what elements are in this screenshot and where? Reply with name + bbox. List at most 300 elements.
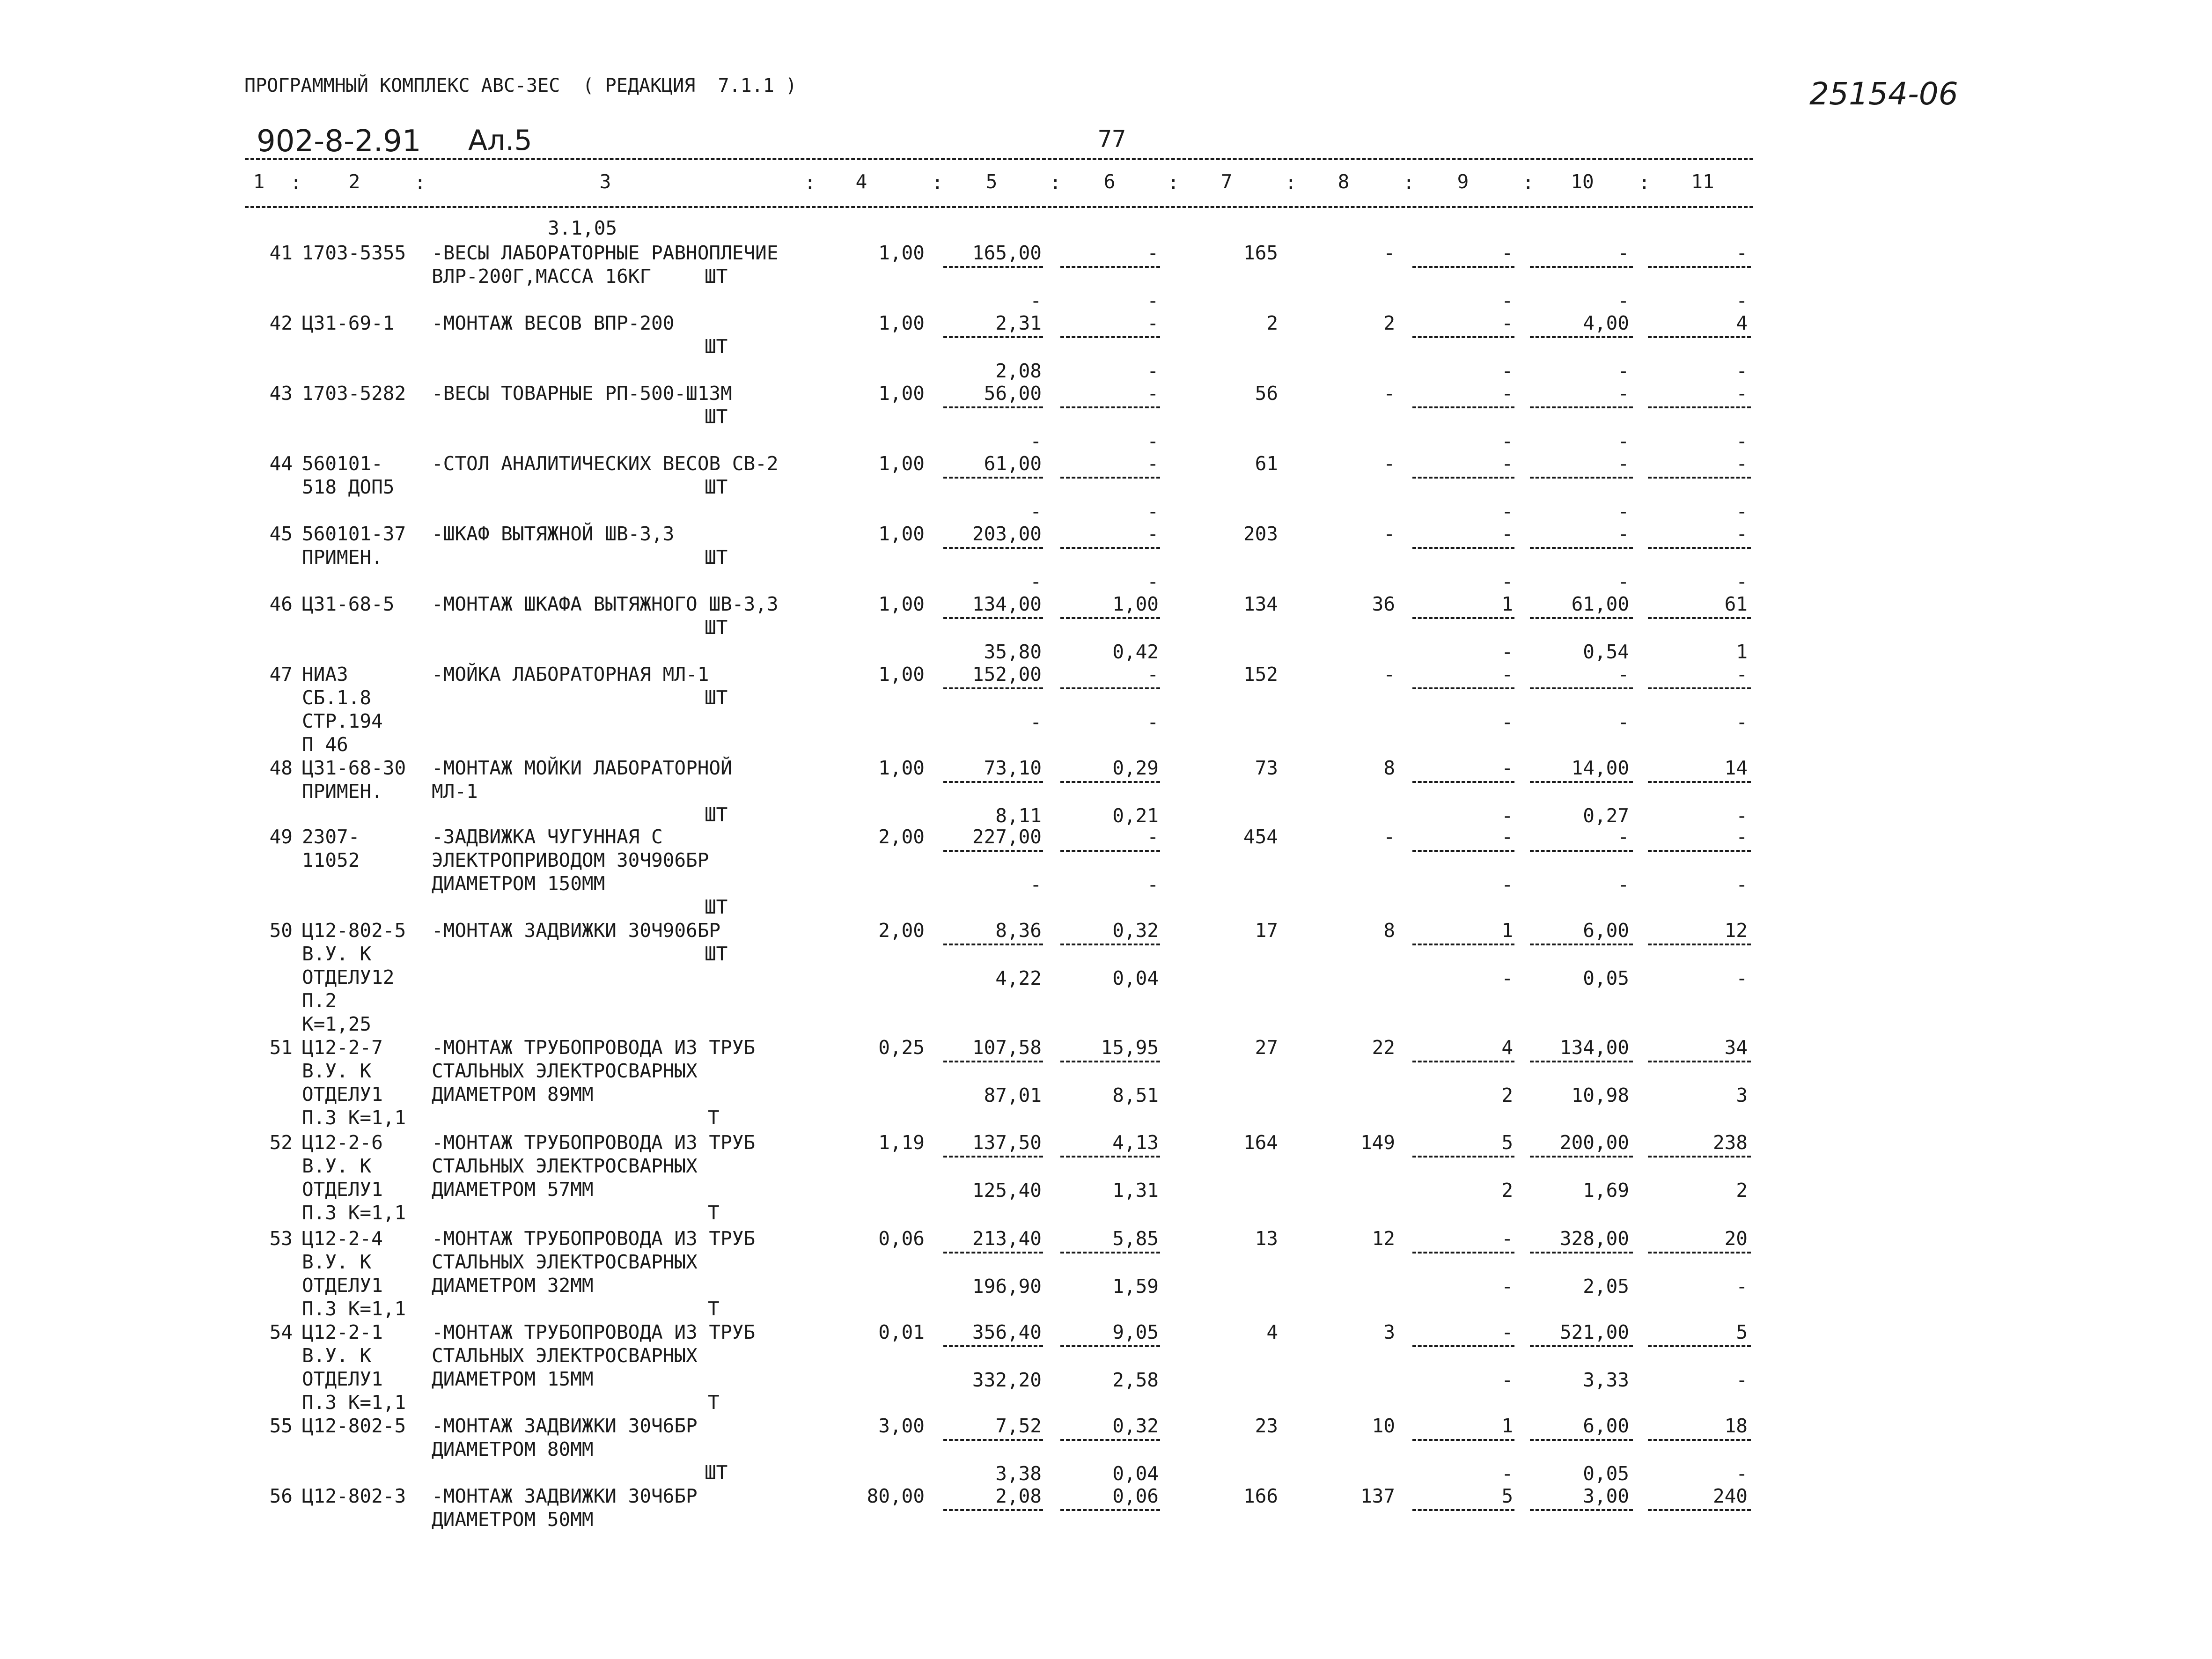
header-rule (245, 158, 1753, 160)
row-value-v7: 134 (1243, 593, 1278, 615)
row-code-line: 560101-37 (302, 523, 406, 545)
row-sub-value-5: - (1030, 711, 1042, 733)
row-code-line: Ц12-2-7 (302, 1036, 383, 1059)
cell-rule (1530, 336, 1633, 338)
row-number: 47 (269, 663, 293, 686)
row-number: 48 (269, 757, 293, 779)
cell-rule (943, 406, 1043, 408)
row-value-v8: - (1383, 452, 1395, 475)
row-sub-value-5: - (1030, 289, 1042, 312)
column-number-c6: 6 (1103, 170, 1116, 193)
column-rule (245, 206, 1753, 208)
row-quantity: 0,01 (878, 1321, 925, 1343)
row-sub-value-5: - (1030, 873, 1042, 896)
column-separator: : (1522, 171, 1534, 194)
row-sub-value-10: - (1617, 360, 1629, 382)
cell-rule (1648, 1509, 1751, 1511)
row-code-line: 11052 (302, 849, 360, 871)
row-value-v5: 107,58 (972, 1036, 1042, 1059)
row-sub-value-10: - (1617, 500, 1629, 523)
column-number-c7: 7 (1220, 170, 1233, 193)
cell-rule (943, 266, 1043, 268)
row-value-v5: 203,00 (972, 523, 1042, 545)
row-sub-value-6: - (1147, 289, 1159, 312)
row-sub-value-11: - (1736, 873, 1748, 896)
row-value-v6: - (1147, 523, 1159, 545)
row-sub-value-5: 4,22 (995, 967, 1042, 989)
row-sub-value-5: - (1030, 430, 1042, 452)
cell-rule (1060, 336, 1160, 338)
cell-rule (1412, 687, 1514, 689)
row-description-line: СТАЛЬНЫХ ЭЛЕКТРОСВАРНЫХ (432, 1251, 698, 1273)
row-description-line: -ВЕСЫ ЛАБОРАТОРНЫЕ РАВНОПЛЕЧИЕ (432, 242, 779, 264)
row-unit: ШТ (705, 1461, 728, 1484)
row-value-v8: - (1383, 523, 1395, 545)
row-description-line: ДИАМЕТРОМ 32ММ (432, 1274, 594, 1297)
row-value-v10: 6,00 (1583, 919, 1629, 942)
cell-rule (1060, 477, 1160, 479)
row-quantity: 1,00 (878, 312, 925, 334)
cell-rule (1060, 266, 1160, 268)
cell-rule (1412, 266, 1514, 268)
row-value-v10: - (1617, 826, 1629, 848)
row-value-v5: 152,00 (972, 663, 1042, 686)
row-code-line: 518 ДОП5 (302, 476, 395, 498)
row-value-v7: 203 (1243, 523, 1278, 545)
row-value-v7: 17 (1255, 919, 1278, 942)
column-number-c1: 1 (253, 170, 265, 193)
row-description-line: ДИАМЕТРОМ 150ММ (432, 872, 605, 895)
row-number: 43 (269, 382, 293, 405)
cell-rule (1060, 944, 1160, 945)
row-unit: Т (708, 1202, 720, 1224)
row-code-line: НИАЗ (302, 663, 348, 686)
row-value-v5: 213,40 (972, 1227, 1042, 1250)
row-code-line: 1703-5282 (302, 382, 406, 405)
row-sub-value-9: 2 (1501, 1084, 1513, 1106)
cell-rule (1530, 687, 1633, 689)
row-sub-value-10: 0,05 (1583, 1462, 1629, 1485)
row-code-line: К=1,25 (302, 1013, 372, 1035)
row-code-line: ОТДЕЛУ1 (302, 1368, 383, 1390)
cell-rule (1412, 1252, 1514, 1253)
row-description-line: -МОНТАЖ ШКАФА ВЫТЯЖНОГО ШВ-3,3 (432, 593, 779, 615)
cell-rule (1412, 1156, 1514, 1158)
row-code-line: Ц31-68-5 (302, 593, 395, 615)
cell-rule (1060, 687, 1160, 689)
column-number-c3: 3 (599, 170, 611, 193)
row-sub-value-5: 125,40 (972, 1179, 1042, 1202)
row-value-v8: 22 (1372, 1036, 1395, 1059)
row-sub-value-10: - (1617, 430, 1629, 452)
row-description-line: СТАЛЬНЫХ ЭЛЕКТРОСВАРНЫХ (432, 1344, 698, 1367)
row-number: 41 (269, 242, 293, 264)
cell-rule (1648, 266, 1751, 268)
row-sub-value-10: 0,27 (1583, 804, 1629, 827)
row-sub-value-9: - (1501, 1369, 1513, 1391)
cell-rule (1060, 1061, 1160, 1062)
row-value-v10: - (1617, 452, 1629, 475)
row-code-line: П.2 (302, 989, 337, 1012)
row-value-v9: - (1501, 663, 1513, 686)
row-description-line: ДИАМЕТРОМ 50ММ (432, 1508, 594, 1531)
row-value-v9: 5 (1501, 1131, 1513, 1154)
row-sub-value-9: - (1501, 1275, 1513, 1298)
row-sub-value-10: 0,05 (1583, 967, 1629, 989)
cell-rule (1412, 477, 1514, 479)
row-sub-value-9: - (1501, 967, 1513, 989)
column-separator: : (1168, 171, 1179, 194)
row-value-v11: 240 (1712, 1485, 1748, 1507)
row-description-line: ДИАМЕТРОМ 80ММ (432, 1438, 594, 1460)
row-value-v8: - (1383, 663, 1395, 686)
cell-rule (943, 781, 1043, 783)
row-sub-value-11: - (1736, 804, 1748, 827)
row-quantity: 1,00 (878, 382, 925, 405)
row-description-line: -МОНТАЖ ВЕСОВ ВПР-200 (432, 312, 675, 334)
row-value-v9: - (1501, 382, 1513, 405)
row-sub-value-11: - (1736, 289, 1748, 312)
cell-rule (1060, 1252, 1160, 1253)
row-value-v6: 9,05 (1112, 1321, 1159, 1343)
row-value-v11: 12 (1724, 919, 1748, 942)
row-sub-value-11: - (1736, 967, 1748, 989)
cell-rule (1648, 406, 1751, 408)
cell-rule (1530, 1509, 1633, 1511)
row-value-v10: 6,00 (1583, 1415, 1629, 1437)
row-code-line: Ц31-68-30 (302, 757, 406, 779)
row-description-line: -МОНТАЖ ТРУБОПРОВОДА ИЗ ТРУБ (432, 1036, 756, 1059)
cell-rule (943, 1439, 1043, 1441)
page-number: 77 (1098, 125, 1126, 153)
row-unit: Т (708, 1391, 720, 1414)
row-sub-value-11: - (1736, 711, 1748, 733)
row-value-v9: 1 (1501, 593, 1513, 615)
row-value-v6: - (1147, 663, 1159, 686)
row-value-v7: 23 (1255, 1415, 1278, 1437)
cell-rule (1530, 477, 1633, 479)
row-value-v8: 8 (1383, 919, 1395, 942)
row-value-v9: - (1501, 242, 1513, 264)
row-description-line: -МОНТАЖ ЗАДВИЖКИ 30Ч6БР (432, 1415, 698, 1437)
row-value-v10: 328,00 (1559, 1227, 1629, 1250)
row-code-line: В.У. К (302, 1344, 372, 1367)
row-value-v7: 166 (1243, 1485, 1278, 1507)
row-quantity: 3,00 (878, 1415, 925, 1437)
row-code-line: Ц31-69-1 (302, 312, 395, 334)
row-code-line: П.3 К=1,1 (302, 1106, 406, 1129)
row-sub-value-6: 0,04 (1112, 1462, 1159, 1485)
column-number-c11: 11 (1691, 170, 1714, 193)
row-value-v6: 0,32 (1112, 1415, 1159, 1437)
row-unit: ШТ (705, 406, 728, 428)
row-value-v11: - (1736, 826, 1748, 848)
row-value-v10: 3,00 (1583, 1485, 1629, 1507)
row-description-line: -ВЕСЫ ТОВАРНЫЕ РП-500-Ш13М (432, 382, 732, 405)
row-code-line: П.3 К=1,1 (302, 1298, 406, 1320)
cell-rule (1648, 687, 1751, 689)
cell-rule (1648, 1061, 1751, 1062)
row-sub-value-6: 1,59 (1112, 1275, 1159, 1298)
row-unit: ШТ (705, 265, 728, 288)
row-value-v8: 149 (1360, 1131, 1395, 1154)
row-value-v11: 4 (1736, 312, 1748, 334)
row-value-v8: - (1383, 242, 1395, 264)
row-description-line: -МОНТАЖ ТРУБОПРОВОДА ИЗ ТРУБ (432, 1321, 756, 1343)
column-separator: : (932, 171, 943, 194)
row-value-v6: 0,29 (1112, 757, 1159, 779)
row-code-line: Ц12-802-5 (302, 919, 406, 942)
row-description-line: -МОЙКА ЛАБОРАТОРНАЯ МЛ-1 (432, 663, 709, 686)
cell-rule (1530, 1439, 1633, 1441)
row-quantity: 1,00 (878, 757, 925, 779)
row-sub-value-6: - (1147, 430, 1159, 452)
cell-rule (1530, 1252, 1633, 1253)
row-sub-value-9: - (1501, 711, 1513, 733)
row-value-v7: 165 (1243, 242, 1278, 264)
album-label: Ал.5 (468, 124, 532, 157)
row-number: 51 (269, 1036, 293, 1059)
row-sub-value-5: 35,80 (984, 641, 1042, 663)
row-sub-value-5: - (1030, 500, 1042, 523)
row-value-v7: 13 (1255, 1227, 1278, 1250)
row-value-v10: 200,00 (1559, 1131, 1629, 1154)
row-description-line: ДИАМЕТРОМ 89ММ (432, 1083, 594, 1106)
project-code: 902-8-2.91 (257, 124, 421, 159)
row-value-v9: - (1501, 452, 1513, 475)
row-value-v5: 356,40 (972, 1321, 1042, 1343)
row-code-line: П.3 К=1,1 (302, 1391, 406, 1414)
row-number: 49 (269, 826, 293, 848)
row-value-v5: 2,08 (995, 1485, 1042, 1507)
row-code-line: ОТДЕЛУ1 (302, 1274, 383, 1297)
row-value-v11: 238 (1712, 1131, 1748, 1154)
row-code-line: В.У. К (302, 943, 372, 965)
row-value-v11: 18 (1724, 1415, 1748, 1437)
row-code-line: Ц12-2-1 (302, 1321, 383, 1343)
row-value-v9: 4 (1501, 1036, 1513, 1059)
row-value-v8: 2 (1383, 312, 1395, 334)
row-value-v6: 5,85 (1112, 1227, 1159, 1250)
row-sub-value-10: 1,69 (1583, 1179, 1629, 1202)
cell-rule (1648, 1345, 1751, 1347)
row-value-v10: 134,00 (1559, 1036, 1629, 1059)
row-quantity: 2,00 (878, 919, 925, 942)
row-value-v6: - (1147, 382, 1159, 405)
cell-rule (943, 1509, 1043, 1511)
column-separator: : (1050, 171, 1061, 194)
row-code-line: ОТДЕЛУ1 (302, 1178, 383, 1201)
row-value-v9: - (1501, 523, 1513, 545)
row-value-v5: 134,00 (972, 593, 1042, 615)
row-code-line: 1703-5355 (302, 242, 406, 264)
row-sub-value-5: 196,90 (972, 1275, 1042, 1298)
row-value-v9: - (1501, 826, 1513, 848)
row-sub-value-6: 0,04 (1112, 967, 1159, 989)
row-unit: ШТ (705, 335, 728, 358)
row-sub-value-11: 1 (1736, 641, 1748, 663)
row-code-line: Ц12-2-4 (302, 1227, 383, 1250)
row-sub-value-6: 0,42 (1112, 641, 1159, 663)
cell-rule (1060, 1345, 1160, 1347)
row-sub-value-6: 8,51 (1112, 1084, 1159, 1106)
row-value-v6: 4,13 (1112, 1131, 1159, 1154)
row-quantity: 0,25 (878, 1036, 925, 1059)
row-value-v9: - (1501, 312, 1513, 334)
row-unit: ШТ (705, 804, 728, 826)
row-value-v8: 12 (1372, 1227, 1395, 1250)
row-value-v9: - (1501, 1227, 1513, 1250)
row-value-v7: 4 (1266, 1321, 1278, 1343)
row-code-line: П.3 К=1,1 (302, 1202, 406, 1224)
row-value-v5: 2,31 (995, 312, 1042, 334)
row-sub-value-10: 0,54 (1583, 641, 1629, 663)
row-sub-value-11: - (1736, 1369, 1748, 1391)
row-sub-value-11: - (1736, 430, 1748, 452)
row-unit: Т (708, 1106, 720, 1129)
row-quantity: 80,00 (867, 1485, 925, 1507)
column-separator: : (1403, 171, 1415, 194)
row-code-line: В.У. К (302, 1155, 372, 1177)
cell-rule (1648, 1252, 1751, 1253)
row-sub-value-10: - (1617, 570, 1629, 593)
row-code-line: В.У. К (302, 1251, 372, 1273)
cell-rule (943, 850, 1043, 852)
row-sub-value-9: - (1501, 570, 1513, 593)
row-value-v11: - (1736, 523, 1748, 545)
row-value-v5: 61,00 (984, 452, 1042, 475)
row-number: 53 (269, 1227, 293, 1250)
column-separator: : (1285, 171, 1297, 194)
continuation-value: 3.1,05 (548, 217, 617, 239)
cell-rule (943, 1061, 1043, 1062)
row-unit: ШТ (705, 686, 728, 709)
cell-rule (1530, 617, 1633, 619)
column-separator: : (290, 171, 302, 194)
cell-rule (1530, 1345, 1633, 1347)
row-code-line: ПРИМЕН. (302, 780, 383, 803)
cell-rule (1648, 781, 1751, 783)
row-quantity: 1,00 (878, 452, 925, 475)
row-sub-value-6: - (1147, 570, 1159, 593)
row-value-v8: 137 (1360, 1485, 1395, 1507)
row-value-v8: 8 (1383, 757, 1395, 779)
row-sub-value-6: - (1147, 711, 1159, 733)
cell-rule (943, 944, 1043, 945)
row-value-v10: 14,00 (1571, 757, 1629, 779)
cell-rule (1530, 1061, 1633, 1062)
row-unit: ШТ (705, 896, 728, 918)
row-sub-value-9: 2 (1501, 1179, 1513, 1202)
row-value-v6: 15,95 (1101, 1036, 1159, 1059)
cell-rule (1060, 1156, 1160, 1158)
row-code-line: П 46 (302, 733, 348, 756)
cell-rule (943, 336, 1043, 338)
row-value-v5: 7,52 (995, 1415, 1042, 1437)
row-value-v11: - (1736, 663, 1748, 686)
row-number: 52 (269, 1131, 293, 1154)
cell-rule (1530, 781, 1633, 783)
row-code-line: Ц12-2-6 (302, 1131, 383, 1154)
row-sub-value-9: - (1501, 873, 1513, 896)
cell-rule (1648, 1439, 1751, 1441)
row-value-v11: 61 (1724, 593, 1748, 615)
row-value-v6: 0,32 (1112, 919, 1159, 942)
cell-rule (1412, 850, 1514, 852)
column-number-c8: 8 (1337, 170, 1350, 193)
column-number-c9: 9 (1457, 170, 1469, 193)
row-number: 54 (269, 1321, 293, 1343)
row-sub-value-11: - (1736, 360, 1748, 382)
cell-rule (1412, 1509, 1514, 1511)
column-separator: : (804, 171, 816, 194)
column-separator: : (414, 171, 426, 194)
row-sub-value-10: - (1617, 711, 1629, 733)
row-sub-value-9: - (1501, 360, 1513, 382)
row-number: 42 (269, 312, 293, 334)
row-value-v6: - (1147, 312, 1159, 334)
row-sub-value-11: 2 (1736, 1179, 1748, 1202)
row-description-line: -МОНТАЖ ТРУБОПРОВОДА ИЗ ТРУБ (432, 1131, 756, 1154)
row-sub-value-6: 2,58 (1112, 1369, 1159, 1391)
row-value-v10: 61,00 (1571, 593, 1629, 615)
row-sub-value-11: 3 (1736, 1084, 1748, 1106)
cell-rule (1530, 944, 1633, 945)
row-description-line: -МОНТАЖ МОЙКИ ЛАБОРАТОРНОЙ (432, 757, 732, 779)
row-value-v8: - (1383, 382, 1395, 405)
cell-rule (1412, 336, 1514, 338)
column-number-c2: 2 (348, 170, 360, 193)
stamp-number: 25154-06 (1809, 76, 1958, 112)
cell-rule (943, 1156, 1043, 1158)
cell-rule (1648, 850, 1751, 852)
row-quantity: 1,00 (878, 663, 925, 686)
row-value-v9: - (1501, 1321, 1513, 1343)
row-code-line: СТР.194 (302, 710, 383, 732)
row-value-v9: - (1501, 757, 1513, 779)
row-value-v6: - (1147, 826, 1159, 848)
row-value-v5: 8,36 (995, 919, 1042, 942)
cell-rule (1060, 617, 1160, 619)
row-description-line: ДИАМЕТРОМ 57ММ (432, 1178, 594, 1201)
cell-rule (1530, 266, 1633, 268)
row-value-v8: 3 (1383, 1321, 1395, 1343)
row-quantity: 2,00 (878, 826, 925, 848)
cell-rule (943, 687, 1043, 689)
row-unit: ШТ (705, 616, 728, 639)
row-number: 55 (269, 1415, 293, 1437)
cell-rule (1060, 781, 1160, 783)
row-description-line: ВЛР-200Г,МАССА 16КГ (432, 265, 651, 288)
cell-rule (1060, 850, 1160, 852)
row-value-v7: 73 (1255, 757, 1278, 779)
cell-rule (1412, 406, 1514, 408)
row-number: 50 (269, 919, 293, 942)
row-sub-value-11: - (1736, 1462, 1748, 1485)
row-value-v11: 34 (1724, 1036, 1748, 1059)
cell-rule (1412, 1345, 1514, 1347)
cell-rule (943, 477, 1043, 479)
column-separator: : (1639, 171, 1650, 194)
row-sub-value-5: - (1030, 570, 1042, 593)
cell-rule (1530, 850, 1633, 852)
row-unit: ШТ (705, 546, 728, 568)
cell-rule (1060, 406, 1160, 408)
row-value-v6: - (1147, 452, 1159, 475)
row-description-line: -МОНТАЖ ЗАДВИЖКИ 30Ч906БР (432, 919, 721, 942)
row-value-v9: 1 (1501, 1415, 1513, 1437)
row-sub-value-9: - (1501, 804, 1513, 827)
